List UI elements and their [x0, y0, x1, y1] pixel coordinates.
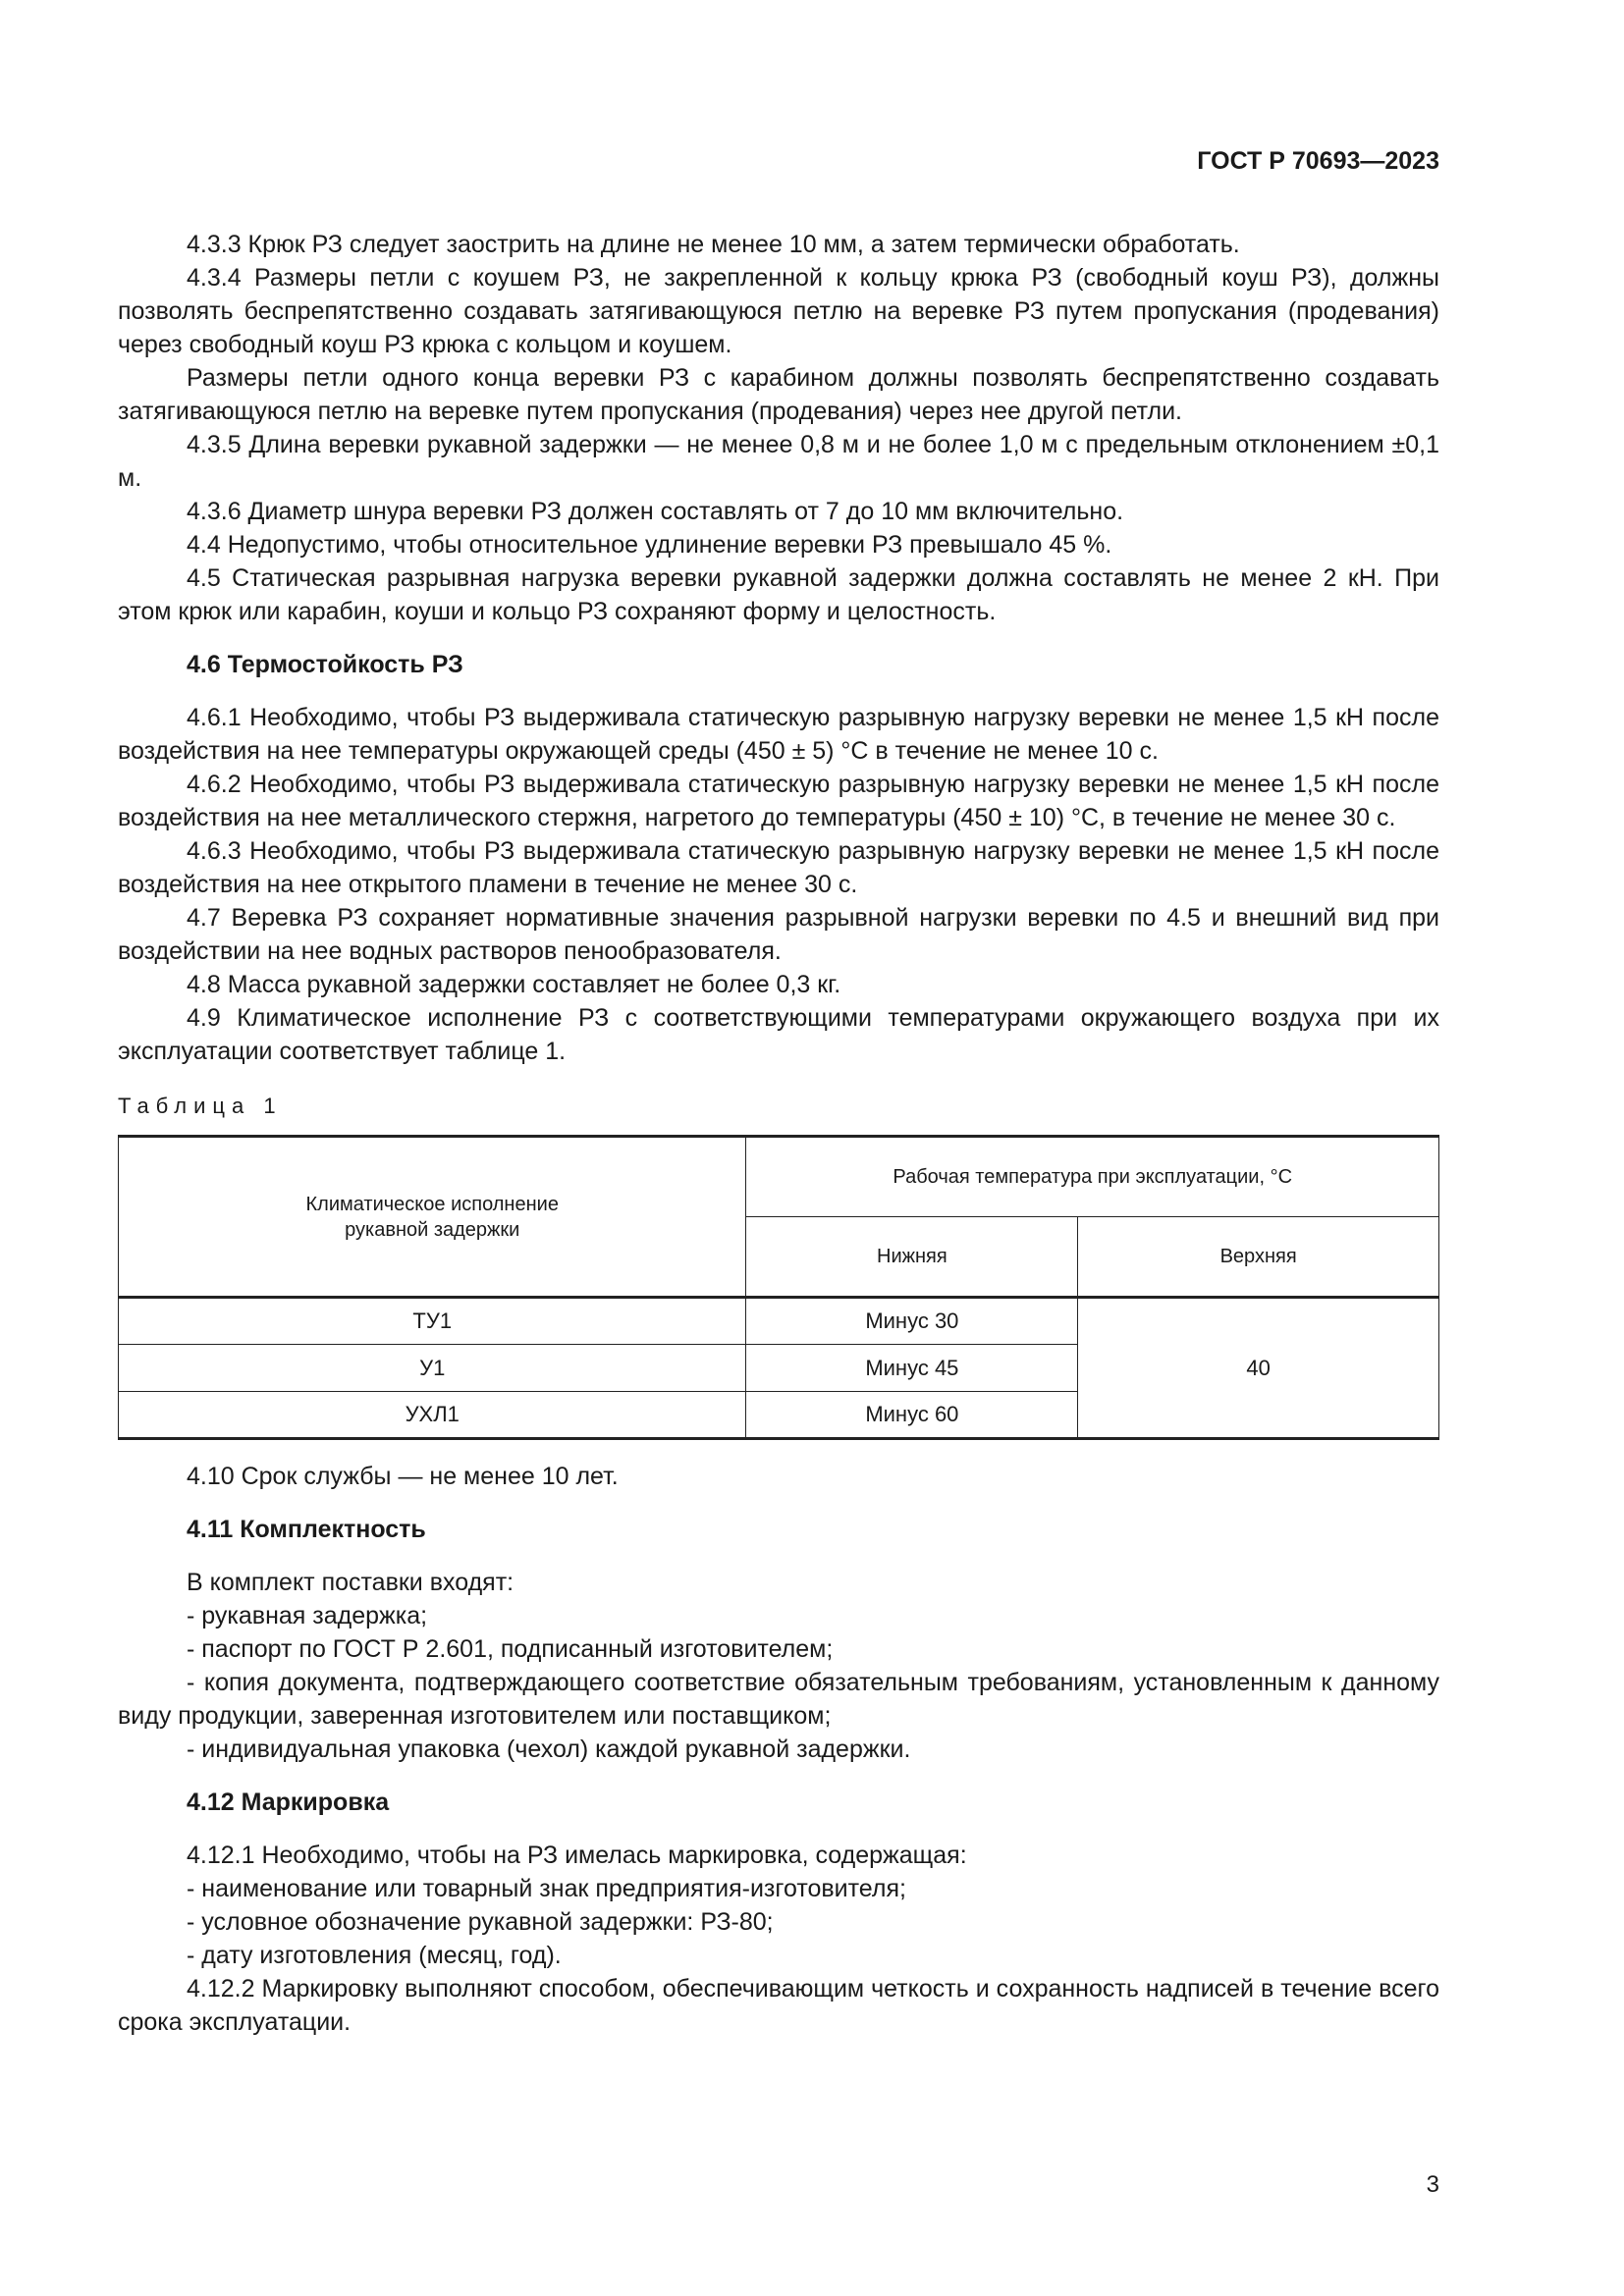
- heading-4-12: 4.12 Маркировка: [187, 1789, 390, 1816]
- list-item: - копия документа, подтверждающего соответствие обязательным требованиям, установленным к данному виду продукции, заверенная изготовителем или поставщиком;: [118, 1669, 1439, 1730]
- table-cell-climate: УХЛ1: [119, 1392, 746, 1439]
- list-item: - индивидуальная упаковка (чехол) каждой рукавной задержки.: [187, 1735, 911, 1763]
- list-item: - рукавная задержка;: [187, 1602, 428, 1629]
- table-cell-climate: У1: [119, 1345, 746, 1392]
- table-row: [119, 1298, 1439, 1345]
- table-header-group: Рабочая температура при эксплуатации, °С: [746, 1137, 1439, 1217]
- paragraph-4-3-5: 4.3.5 Длина веревки рукавной задержки — не менее 0,8 м и не более 1,0 м с предельным отклонением ±0,1 м.: [118, 431, 1439, 492]
- page-number: 3: [1426, 2171, 1439, 2198]
- paragraph-4-3-3: 4.3.3 Крюк РЗ следует заострить на длине не менее 10 мм, а затем термически обработать.: [187, 231, 1240, 258]
- table-header-climate-text: Климатическое исполнение рукавной задержки: [305, 1193, 559, 1241]
- document-page: [118, 0, 1439, 2296]
- table-header-climate: [119, 1137, 746, 1298]
- list-item: - дату изготовления (месяц, год).: [187, 1942, 562, 1969]
- table-cell-lower: Минус 60: [746, 1392, 1078, 1439]
- table-header-upper: Верхняя: [1078, 1217, 1439, 1298]
- paragraph-4-6-3: 4.6.3 Необходимо, чтобы РЗ выдерживала статическую разрывную нагрузку веревки не менее 1,5 кН после воздействия на нее открытого пламени в течение не менее 30 с.: [118, 837, 1439, 898]
- paragraph-4-12-2: 4.12.2 Маркировку выполняют способом, обеспечивающим четкость и сохранность надписей в течение всего срока эксплуатации.: [118, 1975, 1439, 2036]
- table-cell-upper: 40: [1078, 1298, 1439, 1439]
- paragraph-4-4: 4.4 Недопустимо, чтобы относительное удлинение веревки РЗ превышало 45 %.: [187, 531, 1112, 559]
- kit-intro: В комплект поставки входят:: [187, 1569, 514, 1596]
- list-item: - паспорт по ГОСТ Р 2.601, подписанный изготовителем;: [187, 1635, 834, 1663]
- list-item: - условное обозначение рукавной задержки: РЗ-80;: [187, 1908, 774, 1936]
- heading-4-6: 4.6 Термостойкость РЗ: [187, 651, 463, 678]
- table-caption: Таблица 1: [118, 1094, 283, 1118]
- paragraph-4-6-2: 4.6.2 Необходимо, чтобы РЗ выдерживала статическую разрывную нагрузку веревки не менее 1,5 кН после воздействия на нее металлического стержня, нагретого до температуры (450 ± 10) °С, в течение не менее 30 с.: [118, 771, 1439, 831]
- paragraph-4-6-1: 4.6.1 Необходимо, чтобы РЗ выдерживала статическую разрывную нагрузку веревки не менее 1,5 кН после воздействия на нее температуры окружающей среды (450 ± 5) °С в течение не менее 10 с.: [118, 704, 1439, 765]
- table-cell-climate: ТУ1: [119, 1298, 746, 1345]
- paragraph-4-8: 4.8 Масса рукавной задержки составляет не более 0,3 кг.: [187, 971, 841, 998]
- document-code: ГОСТ Р 70693—2023: [1197, 147, 1439, 175]
- paragraph-4-12-1: 4.12.1 Необходимо, чтобы на РЗ имелась маркировка, содержащая:: [187, 1842, 967, 1869]
- heading-4-11: 4.11 Комплектность: [187, 1516, 426, 1543]
- document-body: [118, 228, 1439, 2039]
- climate-table: [118, 1135, 1439, 1440]
- paragraph-loop-size: Размеры петли одного конца веревки РЗ с карабином должны позволять беспрепятственно создавать затягивающуюся петлю на веревке путем пропускания (продевания) через нее другой петли.: [118, 364, 1439, 425]
- paragraph-4-7: 4.7 Веревка РЗ сохраняет нормативные значения разрывной нагрузки веревки по 4.5 и внешний вид при воздействии на нее водных растворов пенообразователя.: [118, 904, 1439, 965]
- list-item: - наименование или товарный знак предприятия-изготовителя;: [187, 1875, 906, 1902]
- paragraph-4-9: 4.9 Климатическое исполнение РЗ с соответствующими температурами окружающего воздуха при их эксплуатации соответствует таблице 1.: [118, 1004, 1439, 1065]
- paragraph-4-5: 4.5 Статическая разрывная нагрузка веревки рукавной задержки должна составлять не менее 2 кН. При этом крюк или карабин, коуши и кольцо РЗ сохраняют форму и целостность.: [118, 564, 1439, 625]
- paragraph-4-3-6: 4.3.6 Диаметр шнура веревки РЗ должен составлять от 7 до 10 мм включительно.: [187, 498, 1124, 525]
- paragraph-4-3-4: 4.3.4 Размеры петли с коушем РЗ, не закрепленной к кольцу крюка РЗ (свободный коуш РЗ), должны позволять беспрепятственно создавать затягивающуюся петлю на веревке РЗ путем пропускания (продевания) через свободный коуш РЗ крюка с кольцом и коушем.: [118, 264, 1439, 358]
- table-cell-lower: Минус 30: [746, 1298, 1078, 1345]
- paragraph-4-10: 4.10 Срок службы — не менее 10 лет.: [187, 1463, 619, 1490]
- table-cell-lower: Минус 45: [746, 1345, 1078, 1392]
- table-header-lower: Нижняя: [746, 1217, 1078, 1298]
